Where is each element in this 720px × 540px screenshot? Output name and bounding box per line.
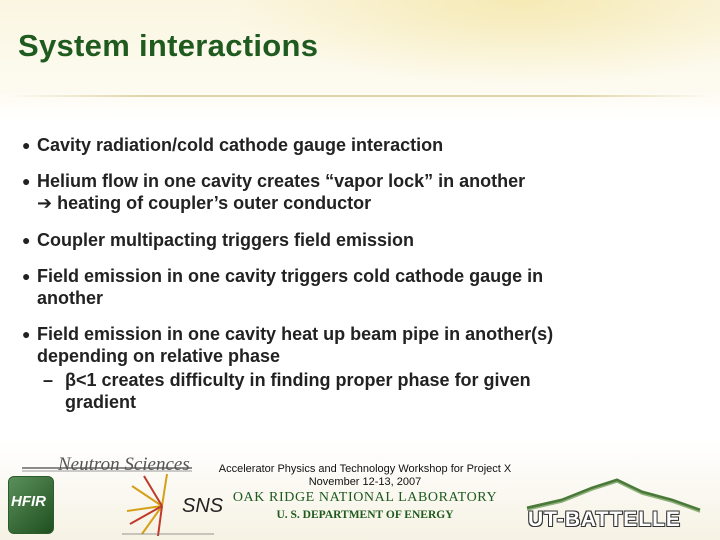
bullet-text: depending on relative phase <box>37 346 281 366</box>
hfir-logo <box>8 476 54 534</box>
bullet-text: Field emission in one cavity heat up beam pipe in another(s) <box>37 324 554 344</box>
bullet-item <box>22 265 672 309</box>
bullet-dot-icon: ● <box>22 173 31 189</box>
department-name: U. S. DEPARTMENT OF ENERGY <box>276 509 454 521</box>
sub-bullet-text: gradient <box>65 392 137 412</box>
bullet-text: Helium flow in one cavity creates “vapor lock” in another <box>37 171 526 191</box>
bullet-text: another <box>37 288 104 308</box>
bullet-item <box>22 170 672 215</box>
bullet-text: Field emission in one cavity triggers cold cathode gauge in <box>37 266 544 286</box>
conference-caption <box>190 463 540 489</box>
bullet-item <box>22 323 672 413</box>
ut-battelle-logo: UT-BATTELLE <box>528 508 681 531</box>
title-divider <box>0 95 720 97</box>
sub-bullet <box>37 369 672 413</box>
bullet-dot-icon: ● <box>22 232 31 248</box>
bullet-text: heating of coupler’s outer conductor <box>52 193 372 213</box>
footer <box>0 448 720 540</box>
bullet-dot-icon: ● <box>22 268 31 284</box>
bullet-dot-icon: ● <box>22 137 31 153</box>
dash-icon: – <box>43 370 54 390</box>
right-arrow-icon: ➔ <box>37 193 53 214</box>
bullet-text: Cavity radiation/cold cathode gauge interaction <box>37 135 444 155</box>
ornl-logo <box>192 490 538 521</box>
bullet-item <box>22 134 672 156</box>
slide-title: System interactions <box>18 28 319 63</box>
bullet-list <box>22 134 672 427</box>
hfir-logo-text: HFIR <box>11 493 46 510</box>
sns-logo-text: SNS <box>182 495 224 517</box>
sub-bullet-text: β<1 creates difficulty in finding proper phase for given <box>65 370 531 390</box>
neutron-sciences-logo: Neutron Sciences <box>58 454 190 475</box>
conference-date: November 12-13, 2007 <box>308 476 422 488</box>
bullet-text: Coupler multipacting triggers field emission <box>37 230 415 250</box>
lab-name: OAK RIDGE NATIONAL LABORATORY <box>232 490 498 505</box>
bullet-item <box>22 229 672 251</box>
bullet-dot-icon: ● <box>22 326 31 342</box>
conference-title: Accelerator Physics and Technology Workshop for Project X <box>218 463 512 475</box>
